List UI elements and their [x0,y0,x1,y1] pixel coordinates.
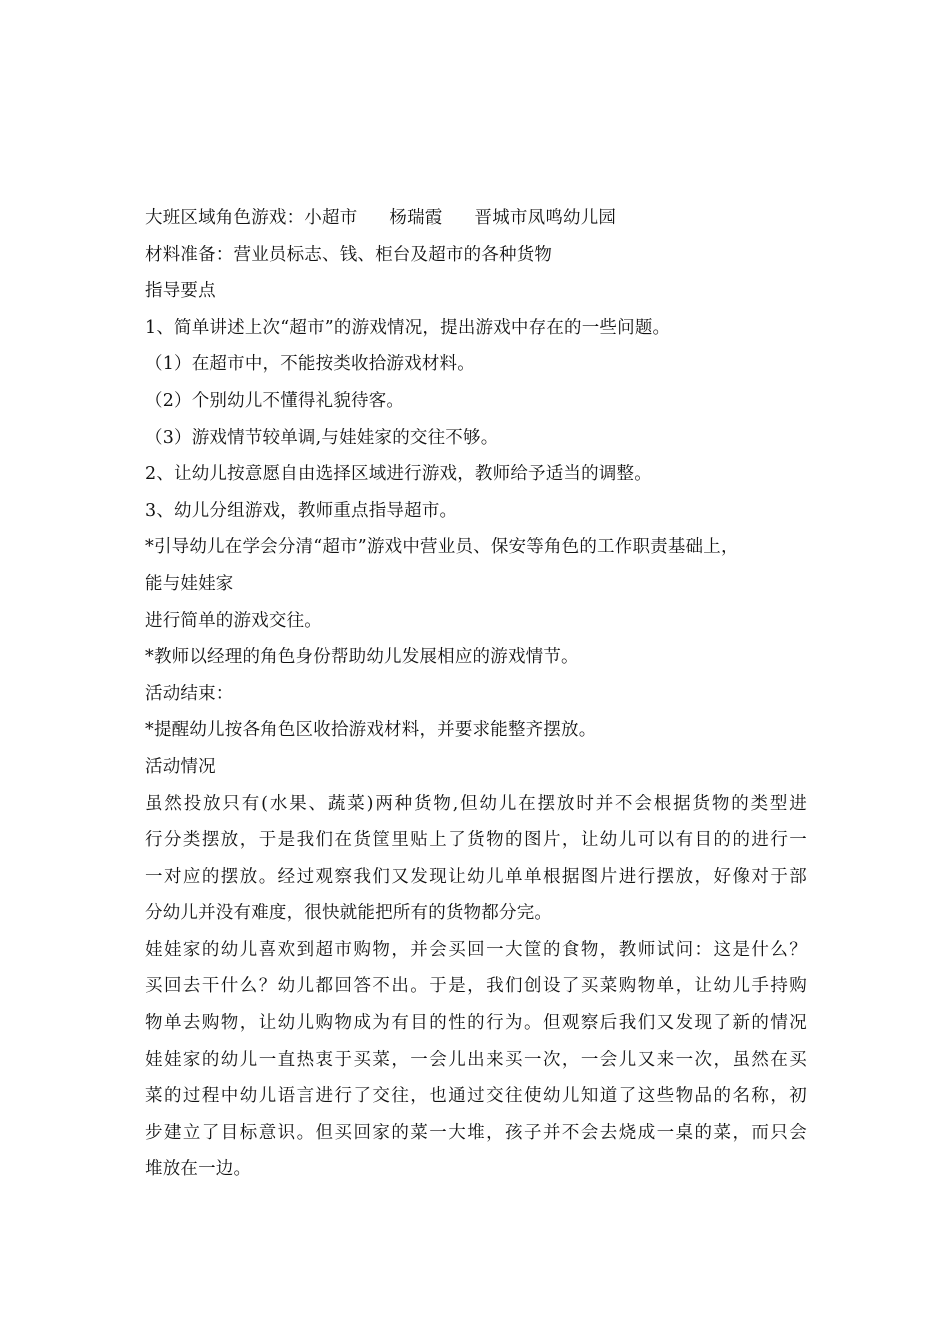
paragraph-line: 堆放在一边。 [145,1159,252,1180]
paragraph-line: 物单去购物，让幼儿购物成为有目的性的行为。但观察后我们又发现了新的情况 [145,1013,807,1034]
paragraph-line: 步建立了目标意识。但买回家的菜一大堆，孩子并不会去烧成一桌的菜，而只会 [145,1122,807,1143]
author-name: 杨瑞霞 [389,208,443,228]
bullet-guide-roles-cont-2: 进行简单的游戏交往。 [145,610,322,631]
paragraph-line: 一对应的摆放。经过观察我们又发现让幼儿单单根据图片进行摆放，好像对于部 [145,866,807,887]
paragraph-goods-sorting [145,786,815,932]
section-heading-situation: 活动情况 [145,756,216,777]
paragraph-doll-house-shopping [145,932,815,1188]
bullet-guide-roles-cont: 能与娃娃家 [145,573,234,594]
paragraph-line: 行分类摆放，于是我们在货筐里贴上了货物的图片，让幼儿可以有目的的进行一 [145,830,807,851]
materials-line: 材料准备：营业员标志、钱、柜台及超市的各种货物 [145,244,553,265]
document-header-line [145,200,815,237]
guidance-item-2: 2、让幼儿按意愿自由选择区域进行游戏，教师给予适当的调整。 [145,464,652,485]
bullet-guide-roles: *引导幼儿在学会分清“超市”游戏中营业员、保安等角色的工作职责基础上， [145,537,739,558]
section-heading-ending: 活动结束： [145,683,234,704]
paragraph-line: 买回去干什么？幼儿都回答不出。于是，我们创设了买菜购物单，让幼儿手持购 [145,976,807,997]
bullet-teacher-manager: *教师以经理的角色身份帮助幼儿发展相应的游戏情节。 [145,647,579,668]
problem-item-2: （2）个别幼儿不懂得礼貌待客。 [145,390,405,411]
guidance-item-3: 3、幼儿分组游戏，教师重点指导超市。 [145,500,458,521]
problem-item-3: （3）游戏情节较单调,与娃娃家的交往不够。 [145,427,499,448]
document-title: 大班区域角色游戏：小超市 [145,208,358,228]
paragraph-line: 娃娃家的幼儿喜欢到超市购物，并会买回一大筐的食物，教师试问：这是什么？ [145,939,807,960]
bullet-tidy-up: *提醒幼儿按各角色区收拾游戏材料，并要求能整齐摆放。 [145,720,597,741]
paragraph-line: 虽然投放只有(水果、蔬菜)两种货物,但幼儿在摆放时并不会根据货物的类型进 [145,793,807,814]
guidance-item-1: 1、简单讲述上次“超市”的游戏情况，提出游戏中存在的一些问题。 [145,317,671,338]
paragraph-line: 分幼儿并没有难度，很快就能把所有的货物都分完。 [145,903,553,924]
paragraph-line: 娃娃家的幼儿一直热衷于买菜，一会儿出来买一次，一会儿又来一次，虽然在买 [145,1049,807,1070]
problem-item-1: （1）在超市中，不能按类收拾游戏材料。 [145,354,475,375]
school-name: 晋城市凤鸣幼儿园 [474,208,617,228]
paragraph-line: 菜的过程中幼儿语言进行了交往，也通过交往使幼儿知道了这些物品的名称，初 [145,1086,807,1107]
document-body [145,200,815,1188]
section-heading-guidance: 指导要点 [145,281,216,302]
